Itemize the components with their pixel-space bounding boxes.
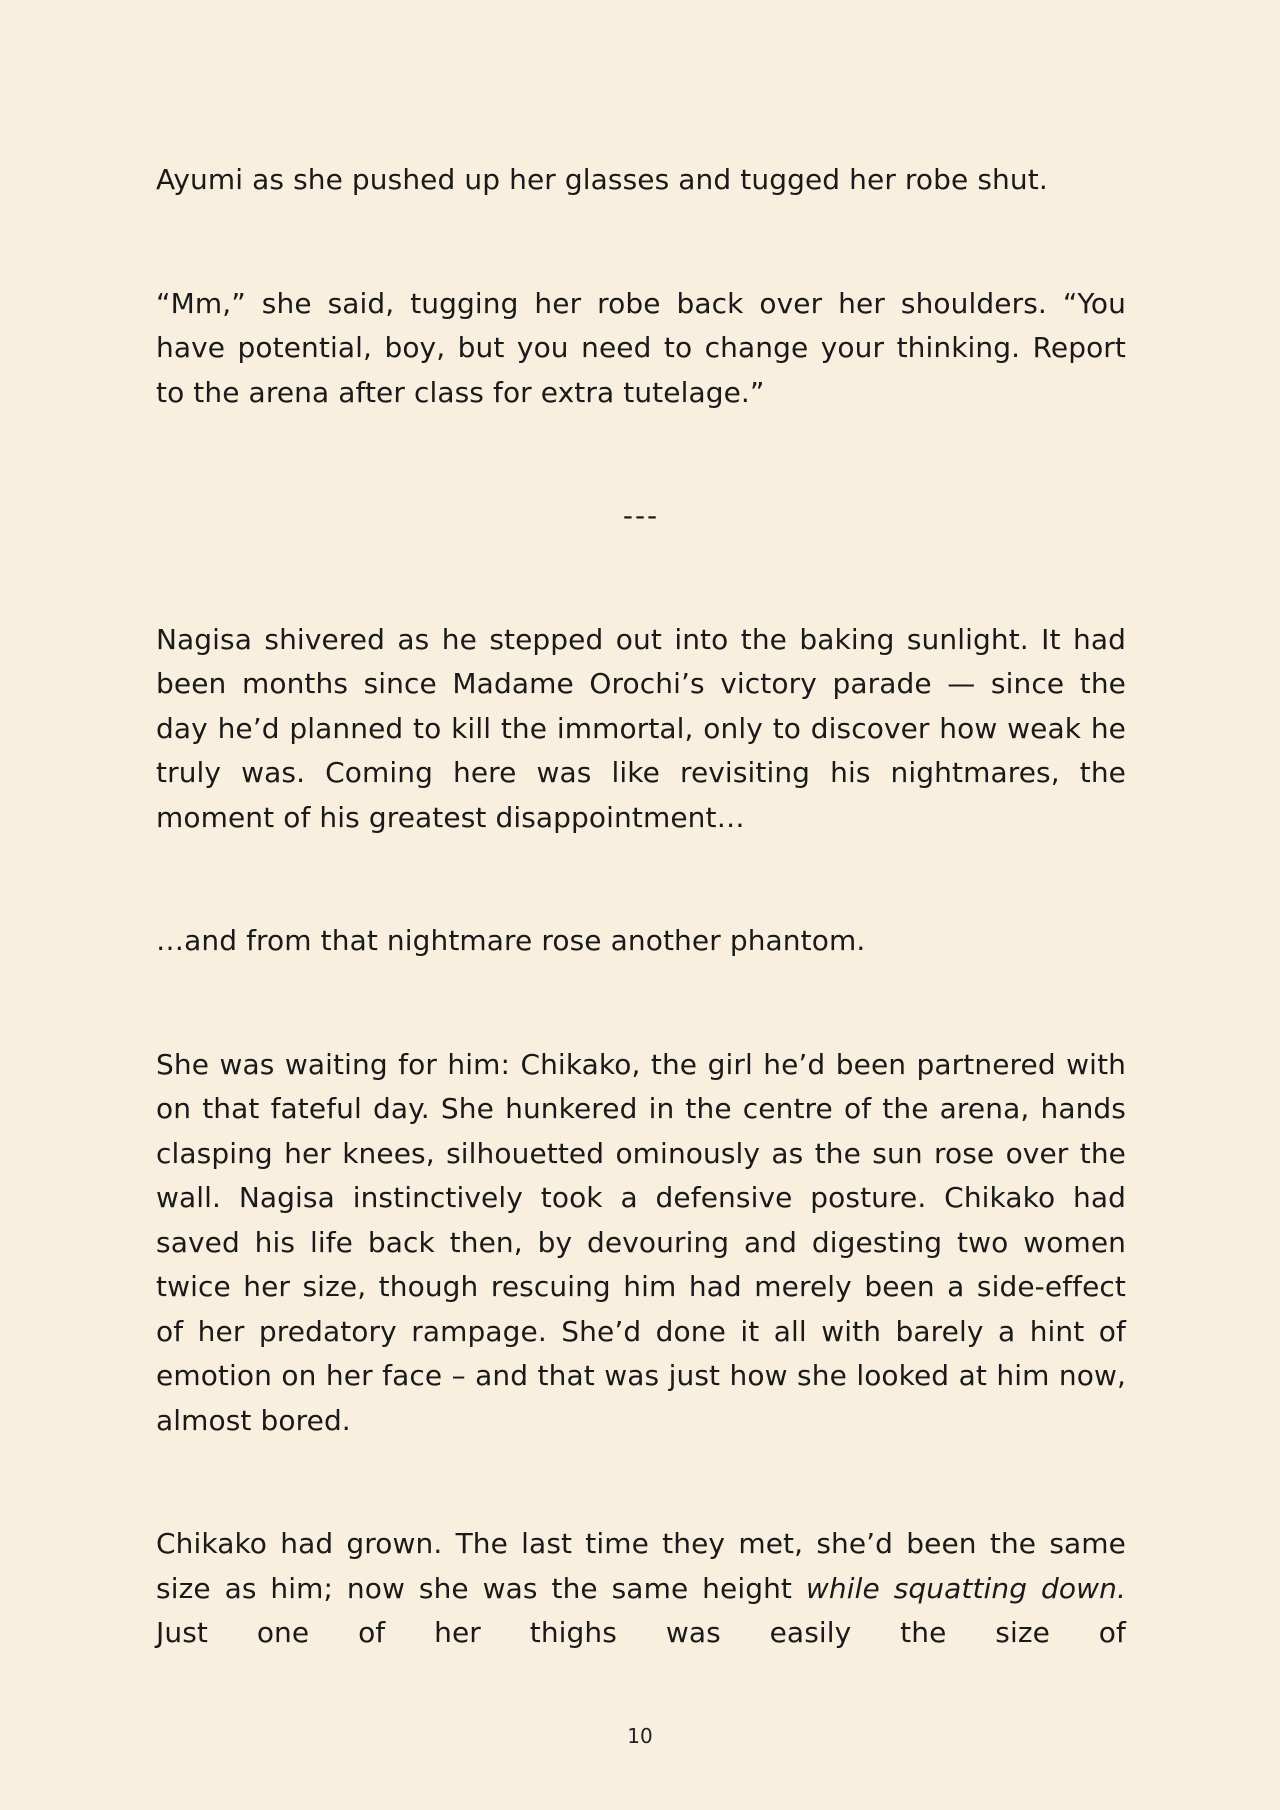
paragraph-6-text-b: Just one of her thighs was easily the size of	[156, 1616, 1126, 1649]
body-text	[156, 158, 1126, 1656]
paragraph-5: She was waiting for him: Chikako, the girl he’d been partnered with on that fateful day. She hunkered in the centre of the arena, hands clasping her knees, silhouetted ominously as the sun rose over the wall. Nagisa instinctively took a defensive posture. Chikako had saved his life back then, by devouring and digesting two women twice her size, though rescuing him had merely been a side-effect of her predatory rampage. She’d done it all with barely a hint of emotion on her face – and that was just how she looked at him now, almost bored.	[156, 1047, 1126, 1437]
paragraph-3: Nagisa shivered as he stepped out into the baking sunlight. It had been months since Madame Orochi’s victory parade — since the day he’d planned to kill the immortal, only to discover how weak he truly was. Coming here was like revisiting his nightmares, the moment of his greatest disappointment…	[156, 622, 1126, 834]
paragraph-6-text-a: Chikako had grown. The last time they met, she’d been the same size as him; now she was the same height	[156, 1527, 1126, 1605]
page-number: 10	[627, 1724, 653, 1748]
scene-break: ---	[622, 499, 660, 532]
paragraph-1: Ayumi as she pushed up her glasses and tugged her robe shut.	[156, 163, 1048, 196]
paragraph-2: “Mm,” she said, tugging her robe back over her shoulders. “You have potential, boy, but you need to change your thinking. Report to the arena after class for extra tutelage.”	[156, 286, 1126, 409]
paragraph-6-italic: while squatting down.	[805, 1571, 1126, 1605]
paragraph-6	[156, 1522, 1126, 1656]
paragraph-4: …and from that nightmare rose another phantom.	[156, 924, 866, 957]
